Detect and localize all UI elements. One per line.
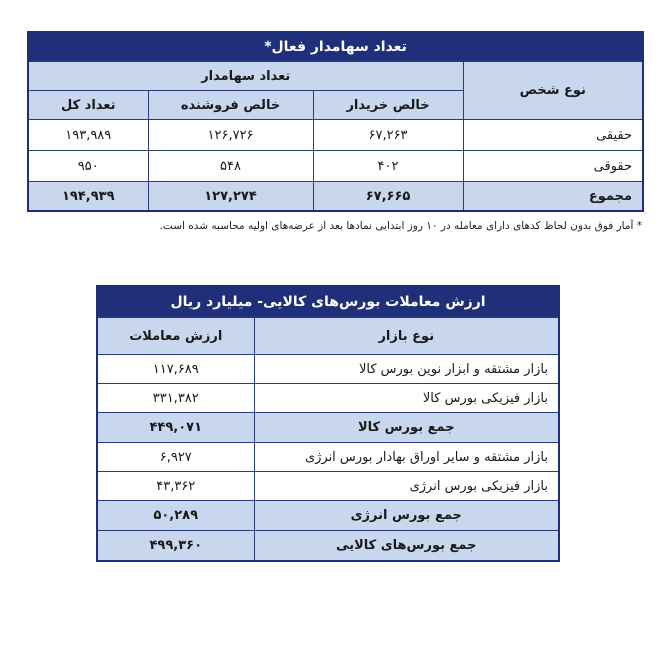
table-row xyxy=(28,151,643,182)
table-row xyxy=(97,472,559,501)
header-net-buyer: خالص خریدار xyxy=(313,91,463,120)
table-row xyxy=(28,120,643,151)
table-total-row xyxy=(97,413,559,443)
person-type-cell: حقوقی xyxy=(463,151,643,182)
commodity-exchange-table xyxy=(96,285,560,562)
total-count-cell: ۹۵۰ xyxy=(28,151,148,182)
header-shareholder-count: تعداد سهامدار xyxy=(28,62,463,91)
total-count-cell: ۱۹۳,۹۸۹ xyxy=(28,120,148,151)
sum-net-buyer: ۶۷,۶۶۵ xyxy=(313,182,463,212)
market-type-cell: بازار فیزیکی بورس کالا xyxy=(254,384,559,413)
sum-net-seller: ۱۲۷,۲۷۴ xyxy=(148,182,313,212)
table-total-row xyxy=(97,501,559,531)
active-shareholders-table xyxy=(27,31,644,212)
trade-value-cell: ۴۹۹,۳۶۰ xyxy=(97,531,254,562)
net-seller-cell: ۵۴۸ xyxy=(148,151,313,182)
commodity-title: ارزش معاملات بورس‌های کالایی- میلیارد ریال xyxy=(97,286,559,318)
market-type-cell: بازار مشتقه و سایر اوراق بهادار بورس انرژی xyxy=(254,443,559,472)
person-type-cell: حقیقی xyxy=(463,120,643,151)
table-total-row xyxy=(28,182,643,212)
trade-value-cell: ۴۳,۳۶۲ xyxy=(97,472,254,501)
table-row xyxy=(97,355,559,384)
net-buyer-cell: ۴۰۲ xyxy=(313,151,463,182)
commodity-table-body xyxy=(97,355,559,562)
net-seller-cell: ۱۲۶,۷۲۶ xyxy=(148,120,313,151)
trade-value-cell: ۵۰,۲۸۹ xyxy=(97,501,254,531)
sum-total-count: ۱۹۴,۹۳۹ xyxy=(28,182,148,212)
header-net-seller: خالص فروشنده xyxy=(148,91,313,120)
market-type-cell: بازار مشتقه و ابزار نوین بورس کالا xyxy=(254,355,559,384)
market-type-cell: جمع بورس‌های کالایی xyxy=(254,531,559,562)
table-total-row xyxy=(97,531,559,562)
header-market-type: نوع بازار xyxy=(254,318,559,355)
market-type-cell: جمع بورس انرژی xyxy=(254,501,559,531)
header-person-type: نوع شخص xyxy=(463,62,643,120)
shareholders-title: تعداد سهامدار فعال* xyxy=(28,32,643,62)
trade-value-cell: ۱۱۷,۶۸۹ xyxy=(97,355,254,384)
market-type-cell: بازار فیزیکی بورس انرژی xyxy=(254,472,559,501)
header-total-count: تعداد کل xyxy=(28,91,148,120)
header-trade-value: ارزش معاملات xyxy=(97,318,254,355)
market-type-cell: جمع بورس کالا xyxy=(254,413,559,443)
trade-value-cell: ۳۳۱,۳۸۲ xyxy=(97,384,254,413)
table-row xyxy=(97,443,559,472)
trade-value-cell: ۴۴۹,۰۷۱ xyxy=(97,413,254,443)
sum-label: مجموع xyxy=(463,182,643,212)
table-row xyxy=(97,384,559,413)
net-buyer-cell: ۶۷,۲۶۳ xyxy=(313,120,463,151)
trade-value-cell: ۶,۹۲۷ xyxy=(97,443,254,472)
footnote: * آمار فوق بدون لحاظ کدهای دارای معامله در ۱۰ روز ابتدایی نمادها بعد از عرضه‌های اولیه محاسبه شده است. xyxy=(159,220,642,232)
